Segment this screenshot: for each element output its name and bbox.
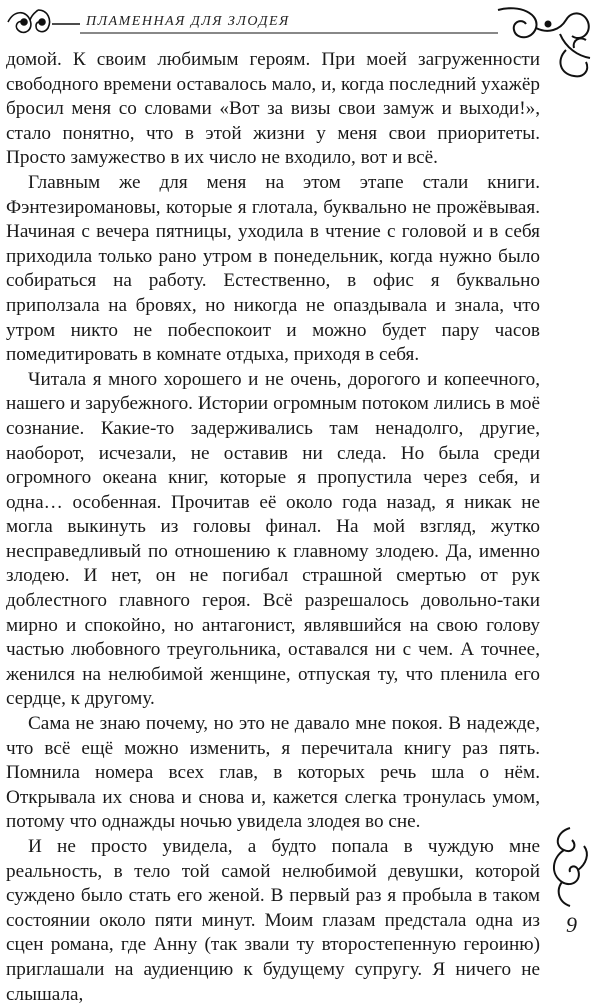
paragraph: Читала я много хорошего и не очень, дорогого и копеечного, нашего и зарубежного. Истории огромным потоком лились в моё сознание. Какие-то задерживались там ненадолго, другие, наоборот, исчезали, не оставив ни следа. Но была среди огромного океана книг, которые я пропустила через себя, и одна… особенная. Прочитав её около года назад, я никак не могла выкинуть из головы финал. На мой взгляд, жутко несправедливый по отношению к главному злодею. Да, именно злодею. И нет, он не погибал страшной смертью от рук доблестного главного героя. Всё разрешалось довольно-таки мирно и спокойно, но антагонист, являвшийся на свою голову частью любовного треугольника, оставался ни с чем. А точнее, женился на нелюбимой женщине, отпуская ту, что пленила его сердце, к другому. [6, 368, 540, 710]
paragraph: Главным же для меня на этом этапе стали книги. Фэнтезиромановы, которые я глотала, буквально не прожёвывая. Начиная с вечера пятницы, уходила в чтение с головой и в себя приходила только рано утром в понедельник, когда нужно было собираться на работу. Естественно, в офис я буквально приползала на бровях, но никогда не опаздывала и знала, что утром никто не побеспокоит и можно будет пару часов помедитировать в комнате отдыха, приходя в себя. [6, 171, 540, 366]
page-number: 9 [566, 912, 577, 937]
swirl-side-icon [540, 824, 596, 910]
paragraph: И не просто увидела, а будто попала в чуждую мне реальность, в тело той самой нелюбимой девушки, которой суждено было стать его женой. В первый раз я пробыла в таком состоянии около пяти минут. Моим глазам предстала одна из сцен романа, где Анну (так звали ту второстепенную героиню) приглашали на аудиенцию к будущему супругу. Я ничего не слышала, [6, 836, 540, 1005]
paragraph: Сама не знаю почему, но это не давало мне покоя. В надежде, что всё ещё можно изменить, я перечитала книгу раз пять. Помнила номера всех глав, в которых речь шла о нём. Открывала их снова и снова и, кажется слегка тронулась умом, потому что однажды ночью увидела злодея во сне. [6, 713, 540, 833]
running-title: ПЛАМЕННАЯ ДЛЯ ЗЛОДЕЯ [86, 14, 290, 29]
paragraph: домой. К своим любимым героям. При моей загруженности свободного времени оставалось мало, и, когда последний ухажёр бросил меня со словами «Вот за визы свои замуж и выходи!», стало понятно, что в этой жизни у меня свои приоритеты. Просто замужество в их число не входило, вот и всё. [6, 49, 540, 169]
page-body [6, 48, 540, 1007]
scroll-flourish-icon [8, 10, 80, 32]
